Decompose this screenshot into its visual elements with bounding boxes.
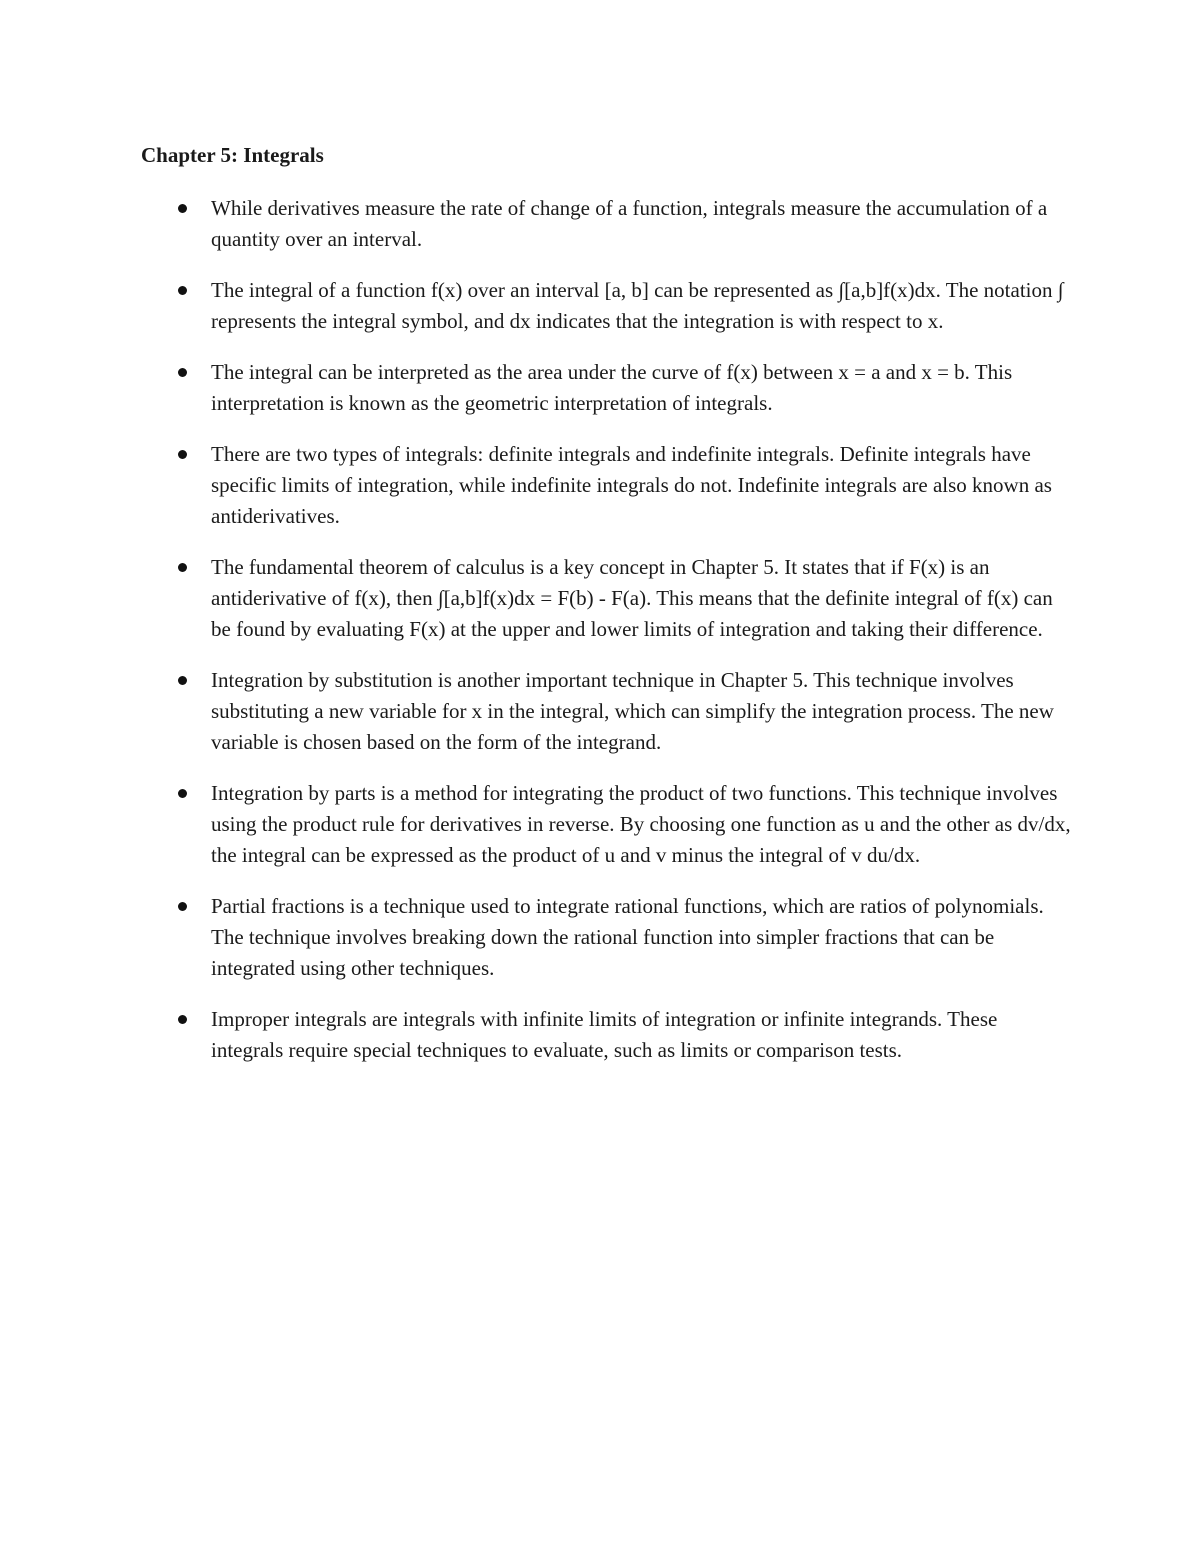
bullet-icon — [178, 676, 187, 685]
bullet-item — [141, 275, 1071, 337]
bullet-item — [141, 1004, 1071, 1066]
bullet-text: The integral of a function f(x) over an interval [a, b] can be represented as ∫[a,b]f(x)dx. The notation ∫ represents the integral symbol, and dx indicates that the integration is with respect to x. — [211, 278, 1064, 333]
bullet-text: While derivatives measure the rate of change of a function, integrals measure the accumulation of a quantity over an interval. — [211, 196, 1048, 251]
bullet-icon — [178, 902, 187, 911]
bullet-text: There are two types of integrals: definite integrals and indefinite integrals. Definite integrals have specific limits of integration, while indefinite integrals do not. Indefinite integrals are also known as antiderivatives. — [211, 442, 1052, 528]
bullet-icon — [178, 286, 187, 295]
bullet-item — [141, 357, 1071, 419]
bullet-text: Partial fractions is a technique used to integrate rational functions, which are ratios of polynomials. The technique involves breaking down the rational function into simpler fractions that can be integrated using other techniques. — [211, 894, 1044, 980]
bullet-item — [141, 439, 1071, 532]
bullet-icon — [178, 368, 187, 377]
bullet-text: Improper integrals are integrals with infinite limits of integration or infinite integrands. These integrals require special techniques to evaluate, such as limits or comparison tests. — [211, 1007, 998, 1062]
bullet-icon — [178, 789, 187, 798]
document-content — [141, 140, 1071, 1086]
bullet-icon — [178, 563, 187, 572]
bullet-item — [141, 193, 1071, 255]
bullet-text: Integration by parts is a method for integrating the product of two functions. This technique involves using the product rule for derivatives in reverse. By choosing one function as u and the other as dv/dx, the integral can be expressed as the product of u and v minus the integral of v du/dx. — [211, 781, 1071, 867]
bullet-icon — [178, 1015, 187, 1024]
bullet-text: The fundamental theorem of calculus is a key concept in Chapter 5. It states that if F(x) is an antiderivative of f(x), then ∫[a,b]f(x)dx = F(b) - F(a). This means that the definite integral of f(x) can be found by evaluating F(x) at the upper and lower limits of integration and taking their difference. — [211, 555, 1053, 641]
bullet-item — [141, 665, 1071, 758]
bullet-text: The integral can be interpreted as the area under the curve of f(x) between x = a and x = b. This interpretation is known as the geometric interpretation of integrals. — [211, 360, 1013, 415]
chapter-title: Chapter 5: Integrals — [141, 143, 324, 167]
bullet-icon — [178, 204, 187, 213]
bullet-item — [141, 778, 1071, 871]
bullet-icon — [178, 450, 187, 459]
bullet-item — [141, 891, 1071, 984]
bullet-list — [141, 193, 1071, 1066]
bullet-text: Integration by substitution is another important technique in Chapter 5. This technique involves substituting a new variable for x in the integral, which can simplify the integration process. The new variable is chosen based on the form of the integrand. — [211, 668, 1054, 754]
bullet-item — [141, 552, 1071, 645]
